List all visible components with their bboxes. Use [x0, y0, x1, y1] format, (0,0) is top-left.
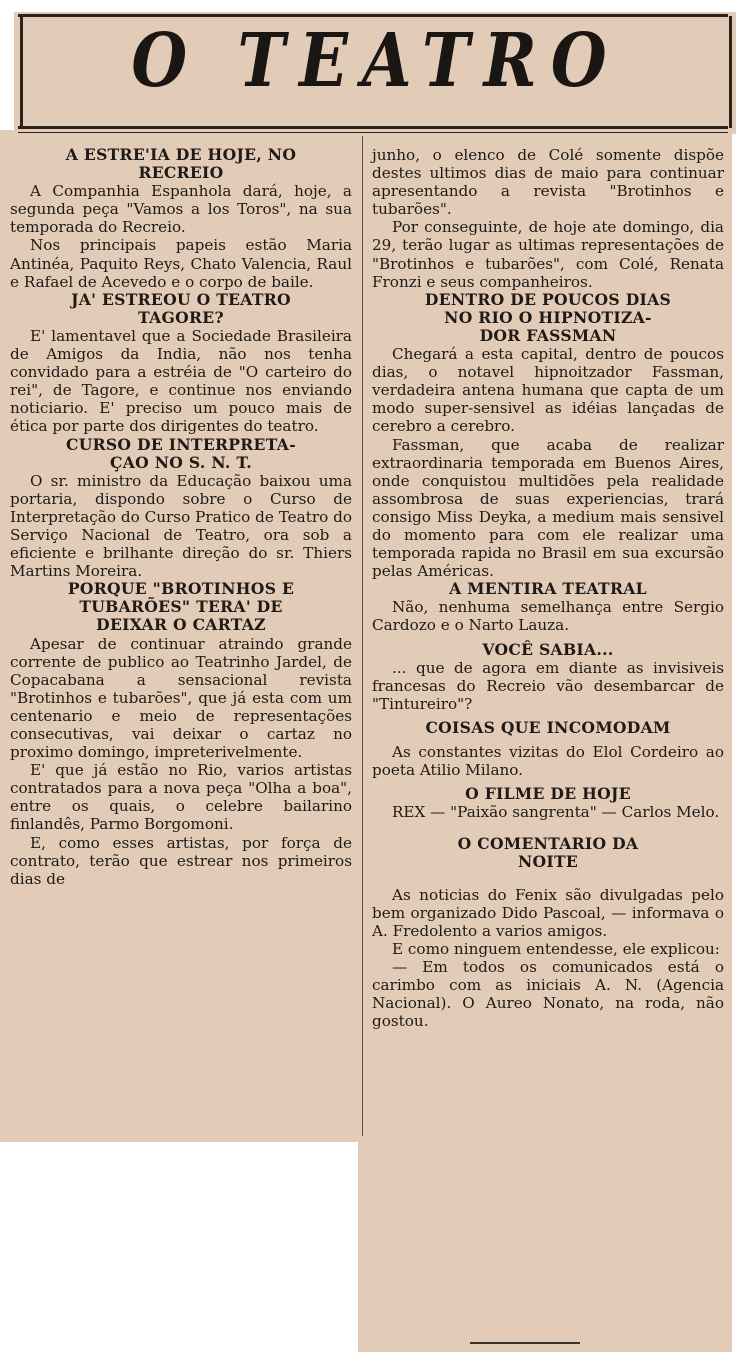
page-title: O TEATRO — [131, 18, 621, 105]
headline-brotinhos: PORQUE "BROTINHOS E TUBARÕES" TERA' DE DEIXAR O CARTAZ — [67, 579, 295, 635]
headline-curso: CURSO DE INTERPRETA- ÇAO NO S. N. T. — [66, 434, 296, 472]
left-column — [10, 146, 352, 888]
masthead-frame — [20, 16, 732, 128]
headline-fassman: DENTRO DE POUCOS DIAS NO RIO O HIPNOTIZA- DOR FASSMAN — [424, 289, 672, 345]
article-paragraph: E' lamentavel que a Sociedade Brasileira de Amigos da India, não nos tenha convidado para a estréia de "O carteiro do rei", de Tagore, e continue nos enviando noticiario. E' preciso um pouco mais de ética por parte dos dirigentes do teatro. — [10, 326, 352, 436]
article-paragraph: junho, o elenco de Colé somente dispõe destes ultimos dias de maio para continuar apresentando a revista "Brotinhos e tubarões". — [372, 146, 724, 219]
right-column — [372, 146, 724, 1030]
article-paragraph: Apesar de continuar atraindo grande corrente de publico ao Teatrinho Jardel, de Copacabana a sensacional revista "Brotinhos e tubarões", que já esta com um centenario e meio de representações consecutivas, vai deixar o cartaz no proximo domingo, impreterivelmente. — [10, 634, 352, 762]
top-rule — [18, 14, 728, 17]
article-paragraph: E como ninguem entendesse, ele explicou: — [392, 939, 720, 958]
headline-coisas: COISAS QUE INCOMODAM — [425, 717, 671, 737]
article-paragraph: Fassman, que acaba de realizar extraordinaria temporada em Buenos Aires, onde conquistou multidões pela realidade assombrosa de suas experiencias, trará consigo Miss Deyka, a medium mais sensivel do momento para com ele realizar uma temporada rapida no Brasil em sua excursão pelas Américas. — [372, 435, 724, 581]
article-paragraph: ... que de agora em diante as invisiveis francesas do Recreio vão desembarcar de "Tintureiro"? — [372, 658, 724, 713]
article-paragraph: E' que já estão no Rio, varios artistas contratados para a nova peça "Olha a boa", entre os quais, o celebre bailarino finlandês, Parmo Borgomoni. — [10, 761, 352, 834]
article-paragraph: E, como esses artistas, por força de contrato, terão que estrear nos primeiros dias de — [10, 833, 352, 888]
header-rule-thin — [18, 132, 728, 133]
headline-comentario: O COMENTARIO DA NOITE — [457, 834, 639, 872]
article-paragraph: Por conseguinte, de hoje ate domingo, dia 29, terão lugar as ultimas representações de "Brotinhos e tubarões", com Colé, Renata Fronzi e seus companheiros. — [372, 218, 724, 291]
article-paragraph: As noticias do Fenix são divulgadas pelo bem organizado Dido Pascoal, — informava o A. Fredolento a varios amigos. — [372, 885, 724, 940]
headline-estreia: A ESTRE'IA DE HOJE, NO RECREIO — [65, 145, 297, 183]
end-rule — [470, 1342, 580, 1344]
headline-tagore: JA' ESTREOU O TEATRO TAGORE? — [71, 289, 291, 327]
header-rule — [18, 126, 728, 129]
headline-voce-sabia: VOCÊ SABIA... — [482, 639, 614, 659]
article-paragraph: — Em todos os comunicados está o carimbo com as iniciais A. N. (Agencia Nacional). O Aureo Nonato, na roda, não gostou. — [372, 957, 724, 1031]
article-paragraph: A Companhia Espanhola dará, hoje, a segunda peça "Vamos a los Toros", na sua temporada do Recreio. — [10, 182, 352, 237]
headline-filme: O FILME DE HOJE — [465, 784, 631, 804]
headline-mentira: A MENTIRA TEATRAL — [449, 579, 647, 599]
article-paragraph: Chegará a esta capital, dentro de poucos dias, o notavel hipnoitzador Fassman, verdadeira antena humana que capta de um modo super-sensivel as idéias lançadas de cerebro a cerebro. — [372, 345, 724, 436]
article-paragraph: Nos principais papeis estão Maria Antinéa, Paquito Reys, Chato Valencia, Raul e Rafael de Acevedo e o corpo de baile. — [10, 236, 352, 291]
article-paragraph: REX — "Paixão sangrenta" — Carlos Melo. — [392, 803, 720, 822]
article-paragraph: Não, nenhuma semelhança entre Sergio Cardozo e o Narto Lauza. — [372, 598, 724, 635]
article-paragraph: O sr. ministro da Educação baixou uma portaria, dispondo sobre o Curso de Interpretação do Curso Pratico de Teatro do Serviço Nacional de Teatro, ora sob a eficiente e brilhante direção do sr. Thiers Martins Moreira. — [10, 471, 352, 581]
column-divider — [362, 136, 363, 1136]
article-paragraph: As constantes vizitas do Elol Cordeiro ao poeta Atilio Milano. — [372, 743, 724, 780]
